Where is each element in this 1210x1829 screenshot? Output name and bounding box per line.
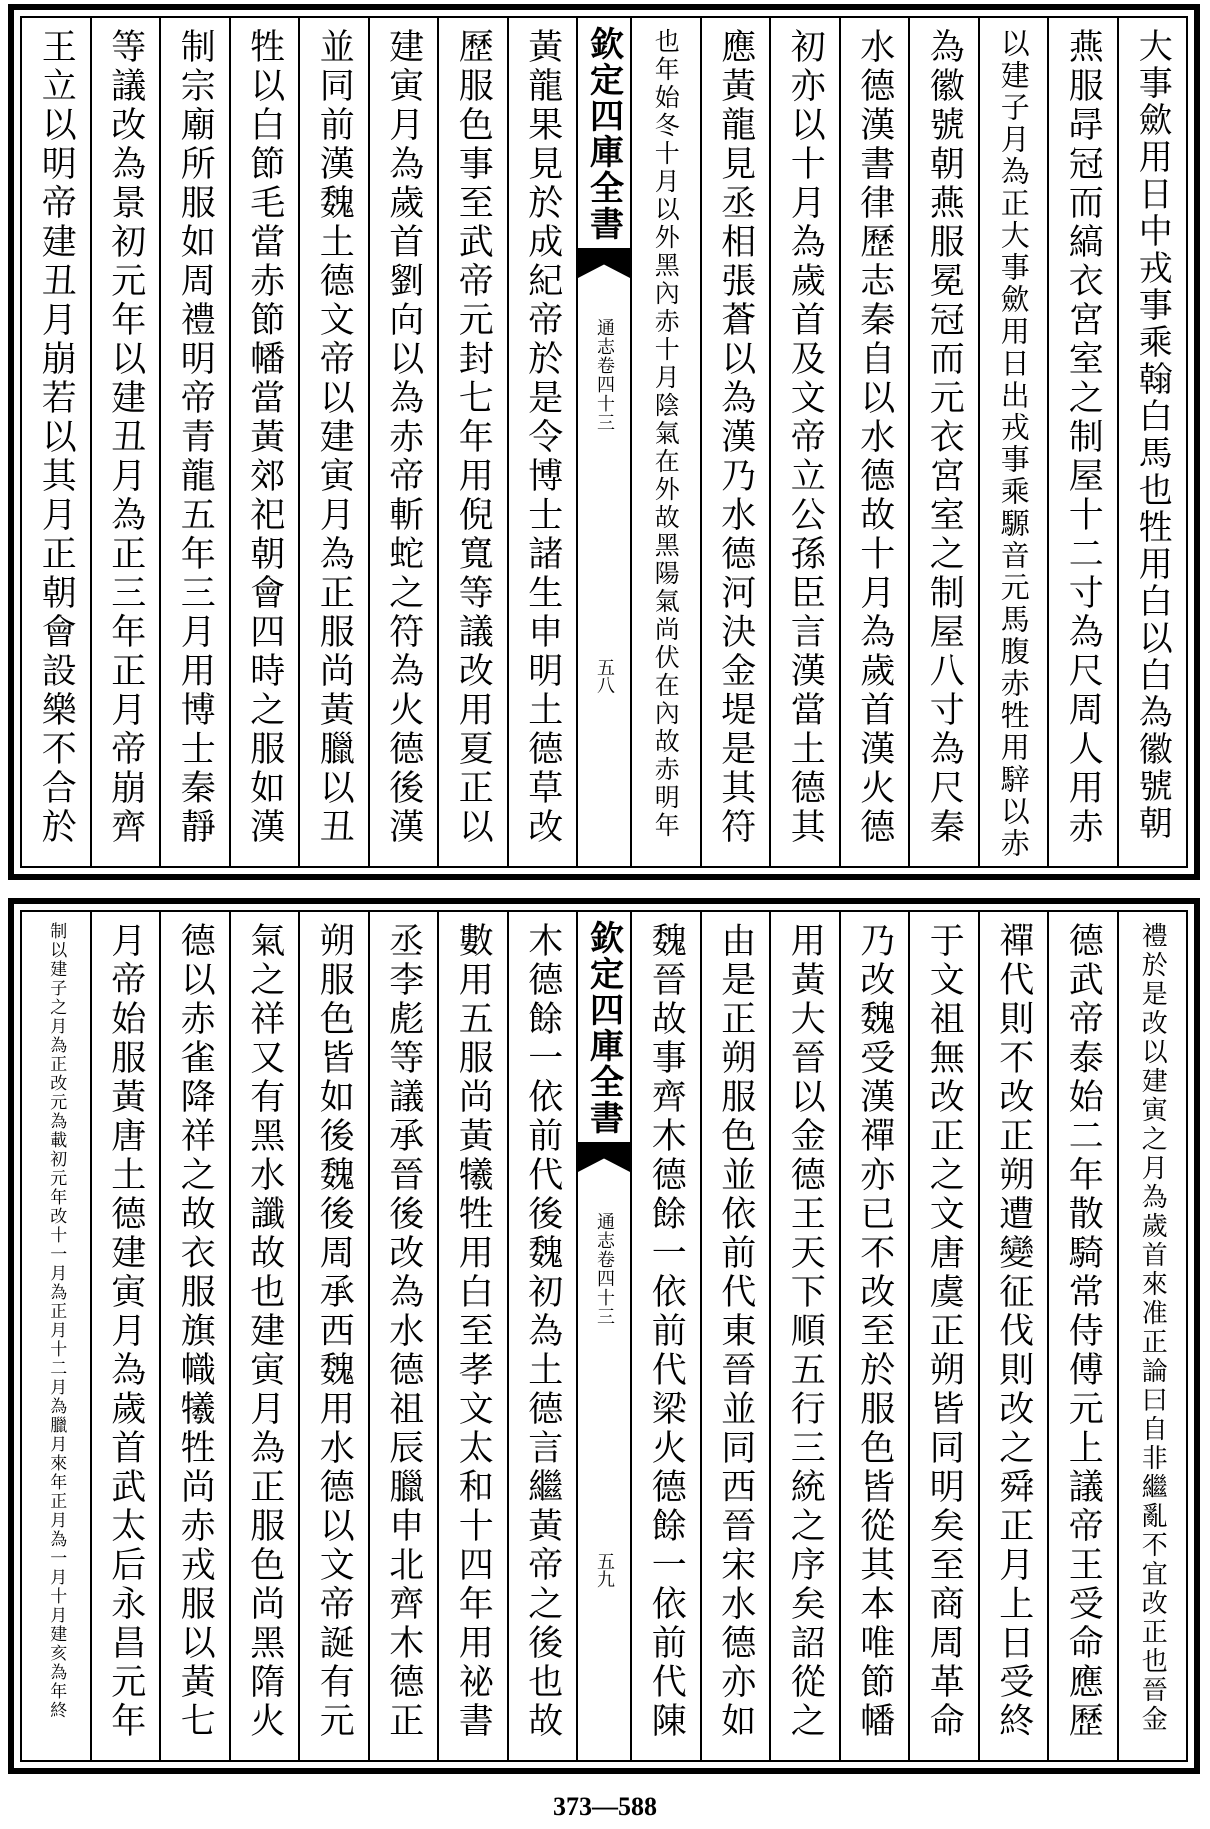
page-number: 五八 [594, 658, 615, 694]
column-text: 初亦以十月為歲首及文帝立公孫臣言漢當土德其 [785, 28, 826, 847]
volume-label: 通志卷四十三 [594, 318, 615, 432]
series-title: 欽定四庫全書 [583, 920, 624, 1136]
text-column [769, 18, 839, 866]
text-column [978, 912, 1048, 1760]
column-text: 木德餘一依前代後魏初為土德言繼黃帝之後也故 [522, 922, 563, 1741]
text-column [908, 912, 978, 1760]
column-text: 朔服色皆如後魏後周承西魏用水德以文帝誕有元 [314, 922, 355, 1741]
column-text: 建寅月為歲首劉向以為赤帝斬蛇之符為火德後漢 [383, 28, 424, 847]
column-text: 氣之祥又有黑水讖故也建寅月為正服色尚黑隋火 [244, 922, 285, 1741]
text-column [769, 912, 839, 1760]
text-column [229, 912, 299, 1760]
text-column [368, 912, 438, 1760]
text-column [229, 18, 299, 866]
text-column [908, 18, 978, 866]
column-text: 王立以明帝建丑月崩若以其月正朝會設樂不合於 [36, 28, 77, 847]
column-text: 水德漢書律歷志秦自以水德故十月為歲首漢火德 [854, 28, 895, 847]
column-text: 月帝始服黃唐土德建寅月為歲首武太后永昌元年 [105, 922, 146, 1741]
center-margin [576, 912, 630, 1760]
page-footer-number: 373—588 [553, 1792, 657, 1821]
column-text: 以建子月為正大事歛用日出戎事乘騵音元馬腹赤牲用騂以赤 [996, 28, 1031, 860]
text-column [1047, 18, 1117, 866]
volume-label: 通志卷四十三 [594, 1212, 615, 1326]
column-text: 德以赤雀降祥之故衣服旗幟犧牲尚赤戎服以黃七 [175, 922, 216, 1741]
column-text: 制宗廟所服如周禮明帝青龍五年三月用博士秦靜 [175, 28, 216, 847]
text-column [1117, 912, 1187, 1760]
top-page [8, 4, 1200, 880]
text-column [90, 912, 160, 1760]
text-column [630, 912, 700, 1760]
column-text: 德武帝泰始二年散騎常侍傅元上議帝王受命應歷 [1063, 922, 1104, 1741]
bottom-page [8, 898, 1200, 1774]
center-margin [576, 18, 630, 866]
column-text: 黃龍果見於成紀帝於是令博士諸生申明土德草改 [522, 28, 563, 847]
text-column [90, 18, 160, 866]
bottom-page-frame [20, 910, 1188, 1762]
bottom-columns [22, 912, 1186, 1760]
text-column [978, 18, 1048, 866]
column-text: 燕服冔冠而縞衣宮室之制屋十二寸為尺周人用赤 [1063, 28, 1104, 847]
text-column [700, 912, 770, 1760]
column-text: 制以建子之月為正改元為載初元年改十一月為正月十二月為臘月來年正月為一月十月建亥為年終 [46, 922, 67, 1720]
text-column [437, 18, 507, 866]
column-text: 禪代則不改正朔遭變征伐則改之舜正月上日受終 [993, 922, 1034, 1741]
fishtail-mark [578, 248, 630, 278]
column-text: 歷服色事至武帝元封七年用倪寬等議改用夏正以 [453, 28, 494, 847]
top-page-frame [20, 16, 1188, 868]
column-text: 大事歛用日中戎事乘翰白馬也牲用白以白為徽號朝 [1132, 28, 1173, 842]
column-text: 由是正朔服色並依前代東晉並同西晉宋水德亦如 [715, 922, 756, 1741]
text-column [839, 912, 909, 1760]
column-text: 用黃大晉以金德王天下順五行三統之序矣詔從之 [785, 922, 826, 1741]
text-column [1047, 912, 1117, 1760]
column-text: 魏晉故事齊木德餘一依前代梁火德餘一依前代陳 [646, 922, 687, 1741]
column-text: 數用五服尚黃犧牲用白至孝文太和十四年用祕書 [453, 922, 494, 1741]
text-column [700, 18, 770, 866]
page-number: 五九 [594, 1552, 615, 1588]
text-column [22, 912, 90, 1760]
text-column [507, 18, 577, 866]
text-column [22, 18, 90, 866]
text-column [437, 912, 507, 1760]
column-text: 牲以白節毛當赤節幡當黃郊祀朝會四時之服如漢 [244, 28, 285, 847]
column-text: 應黃龍見丞相張蒼以為漢乃水德河決金堤是其符 [715, 28, 756, 847]
text-column [839, 18, 909, 866]
text-column [298, 912, 368, 1760]
text-column [1117, 18, 1187, 866]
column-text: 並同前漢魏土德文帝以建寅月為正服尚黃臘以丑 [314, 28, 355, 847]
column-text: 等議改為景初元年以建丑月為正三年正月帝崩齊 [105, 28, 146, 847]
column-text: 乃改魏受漢禪亦已不改至於服色皆從其本唯節幡 [854, 922, 895, 1741]
column-text: 為徽號朝燕服冕冠而元衣宮室之制屋八寸為尺秦 [924, 28, 965, 847]
column-text: 于文祖無改正之文唐虞正朔皆同明矣至商周革命 [924, 922, 965, 1741]
top-columns [22, 18, 1186, 866]
fishtail-mark [578, 1142, 630, 1172]
text-column [507, 912, 577, 1760]
series-title: 欽定四庫全書 [583, 26, 624, 242]
text-column [159, 912, 229, 1760]
text-column [159, 18, 229, 866]
text-column [368, 18, 438, 866]
column-text: 禮於是改以建寅之月為歲首來准正論曰自非繼亂不宜改正也晉金 [1137, 922, 1168, 1734]
column-text: 也年始冬十月以外黑內赤十月陰氣在外故黑陽氣尚伏在內故赤明年 [651, 28, 681, 840]
text-column [630, 18, 700, 866]
text-column [298, 18, 368, 866]
column-text: 丞李彪等議承晉後改為水德祖辰臘申北齊木德正 [383, 922, 424, 1741]
